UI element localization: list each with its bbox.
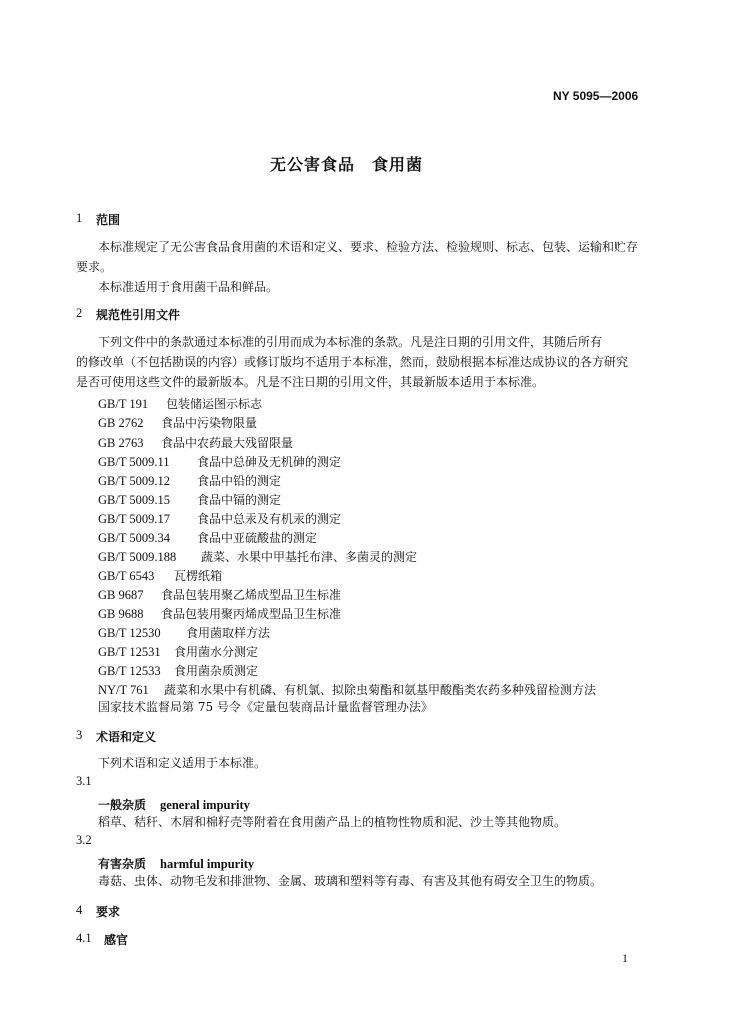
reference-title: 瓦楞纸箱 [174,569,223,583]
reference-title: 食用菌杂质测定 [174,664,259,678]
reference-title: 蔬菜、水果中甲基托布津、多菌灵的测定 [201,550,418,564]
section-1-paragraph: 本标准适用于食用菌干品和鲜品。 [98,280,279,294]
reference-code: GB/T 191 [98,397,149,411]
page-number: 1 [622,951,628,965]
reference-item [98,565,222,584]
section-2-paragraph: 的修改单（不包括勘误的内容）或修订版均不适用于本标准，然而，鼓励根据本标准达成协议的各方研究 [76,355,629,369]
reference-item [98,489,281,508]
term-number: 3.2 [76,833,92,847]
reference-code: GB 9687 [98,588,144,602]
section-1-paragraph: 本标准规定了无公害食品食用菌的术语和定义、要求、检验方法、检验规则、标志、包装、运输和贮存 [98,240,639,254]
reference-title: 食用菌取样方法 [186,626,271,640]
reference-title: 食品中污染物限量 [161,416,258,430]
reference-item: 国家技术监督局第 75 号令《定量包装商品计量监督管理办法》 [98,700,433,714]
reference-title: 食品中农药最大残留限量 [161,436,294,450]
reference-code: GB 2763 [98,436,144,450]
reference-code: GB/T 12531 [98,645,161,659]
reference-code: NY/T 761 [98,683,149,697]
reference-item [98,584,341,603]
section-2-title: 规范性引用文件 [96,308,181,322]
section-3-number: 3 [76,728,83,742]
reference-title: 食品包装用聚丙烯成型品卫生标准 [161,607,342,621]
section-1-number: 1 [76,211,83,225]
term-english: harmful impurity [160,857,255,871]
reference-item [98,660,258,679]
reference-title: 食品中总砷及无机砷的测定 [197,455,342,469]
section-3-paragraph: 下列术语和定义适用于本标准。 [98,756,267,770]
reference-item [98,679,596,698]
document-title: 无公害食品 食用菌 [270,155,424,174]
term-chinese: 有害杂质 [98,857,147,871]
reference-code: GB 2762 [98,416,144,430]
reference-item [98,393,262,412]
reference-item [98,603,341,622]
term-chinese: 一般杂质 [98,798,147,812]
reference-code: GB/T 6543 [98,569,155,583]
reference-title: 食品中铅的测定 [197,474,282,488]
reference-title: 食品中总汞及有机汞的测定 [197,512,342,526]
reference-item [98,412,257,431]
section-2-number: 2 [76,306,83,320]
reference-item [98,546,417,565]
subsection-number: 4.1 [76,931,92,945]
term-heading [98,794,250,813]
term-definition: 稻草、秸秆、木屑和棉籽壳等附着在食用菌产品上的植物性物质和泥、沙土等其他物质。 [98,815,567,829]
reference-title: 蔬菜和水果中有机磷、有机氯、拟除虫菊酯和氨基甲酸酯类农药多种残留检测方法 [164,683,597,697]
reference-code: GB/T 5009.15 [98,493,170,507]
section-4-title: 要求 [96,905,121,919]
reference-code: GB/T 5009.34 [98,531,170,545]
standard-number: NY 5095—2006 [553,89,639,103]
reference-code: GB/T 5009.11 [98,455,170,469]
reference-item [98,622,270,641]
reference-title: 食品中镉的测定 [197,493,282,507]
section-2-paragraph: 下列文件中的条款通过本标准的引用而成为本标准的条款。凡是注日期的引用文件，其随后所有 [98,335,603,349]
reference-title: 食用菌水分测定 [174,645,259,659]
section-4-number: 4 [76,903,83,917]
reference-code: GB/T 12533 [98,664,161,678]
section-1-paragraph: 要求。 [76,260,113,274]
section-2-paragraph: 是否可使用这些文件的最新版本。凡是不注日期的引用文件，其最新版本适用于本标准。 [76,375,545,389]
reference-item [98,451,341,470]
reference-item [98,527,317,546]
reference-code: GB 9688 [98,607,144,621]
reference-code: GB/T 5009.188 [98,550,177,564]
reference-item [98,432,293,451]
reference-item [98,508,341,527]
subsection-title: 感官 [104,933,129,947]
reference-code: GB/T 5009.17 [98,512,170,526]
reference-title: 包装储运图示标志 [166,397,263,411]
reference-code: GB/T 12530 [98,626,161,640]
term-english: general impurity [160,798,250,812]
term-heading [98,853,254,872]
reference-title: 食品中亚硫酸盐的测定 [197,531,318,545]
reference-code: GB/T 5009.12 [98,474,170,488]
term-definition: 毒菇、虫体、动物毛发和排泄物、金属、玻璃和塑料等有毒、有害及其他有碍安全卫生的物质。 [98,874,603,888]
reference-item [98,641,258,660]
section-1-title: 范围 [96,213,121,227]
reference-title: 食品包装用聚乙烯成型品卫生标准 [161,588,342,602]
reference-item [98,470,281,489]
section-3-title: 术语和定义 [96,730,157,744]
term-number: 3.1 [76,774,92,788]
